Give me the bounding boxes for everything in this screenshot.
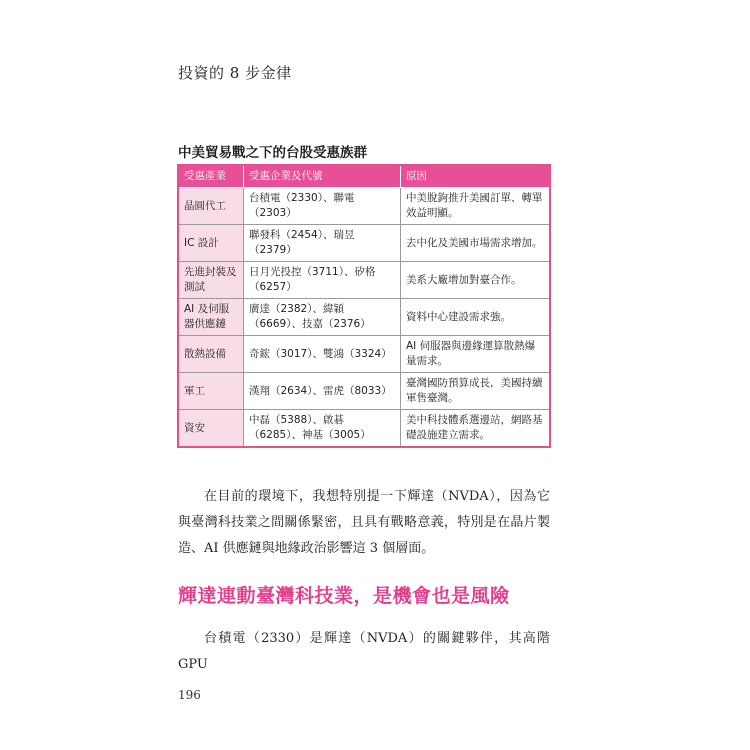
- beneficiary-table: [177, 164, 551, 448]
- reason-cell: 美系大廠增加對臺合作。: [401, 262, 551, 299]
- table-row: [178, 373, 550, 410]
- reason-cell: 美中科技體系選邊站，網路基礎設施建立需求。: [401, 410, 551, 448]
- table-row: [178, 188, 550, 225]
- page-number: 196: [178, 688, 201, 702]
- industry-cell: 先進封裝及測試: [178, 262, 244, 299]
- table-row: [178, 225, 550, 262]
- body-paragraph-tsmc: 台積電（2330）是輝達（NVDA）的關鍵夥伴，其高階 GPU: [178, 631, 550, 672]
- industry-cell: 資安: [178, 410, 244, 448]
- header-companies: 受惠企業及代號: [244, 165, 401, 188]
- section-heading: 輝達連動臺灣科技業，是機會也是風險: [178, 585, 510, 607]
- industry-cell: 軍工: [178, 373, 244, 410]
- reason-cell: AI 伺服器與邊緣運算散熱爆量需求。: [401, 336, 551, 373]
- reason-cell: 中美脫鉤推升美國訂單、轉單效益明顯。: [401, 188, 551, 225]
- industry-cell: 散熱設備: [178, 336, 244, 373]
- table-row: [178, 336, 550, 373]
- table-header-row: [178, 165, 550, 188]
- industry-cell: IC 設計: [178, 225, 244, 262]
- companies-cell: 奇鋐（3017）、雙鴻（3324）: [244, 336, 401, 373]
- companies-cell: 日月光投控（3711）、矽格（6257）: [244, 262, 401, 299]
- reason-cell: 去中化及美國市場需求增加。: [401, 225, 551, 262]
- table-title: 中美貿易戰之下的台股受惠族群: [178, 145, 367, 161]
- companies-cell: 廣達（2382）、緯穎（6669）、技嘉（2376）: [244, 299, 401, 336]
- industry-cell: AI 及伺服器供應鏈: [178, 299, 244, 336]
- header-reason: 原因: [401, 165, 551, 188]
- header-industry: 受惠產業: [178, 165, 244, 188]
- reason-cell: 資料中心建設需求強。: [401, 299, 551, 336]
- table-row: [178, 299, 550, 336]
- reason-cell: 臺灣國防預算成長，美國持續軍售臺灣。: [401, 373, 551, 410]
- companies-cell: 中磊（5388）、啟碁（6285）、神基（3005）: [244, 410, 401, 448]
- body-paragraph-nvda: 在目前的環境下，我想特別提一下輝達（NVDA），因為它與臺灣科技業之間關係緊密，且具有戰略意義，特別是在晶片製造、AI 供應鏈與地緣政治影響這 3 個層面。: [178, 489, 550, 556]
- running-head: 投資的 8 步金律: [178, 64, 292, 82]
- table-row: [178, 262, 550, 299]
- table-row: [178, 410, 550, 448]
- companies-cell: 台積電（2330）、聯電（2303）: [244, 188, 401, 225]
- companies-cell: 聯發科（2454）、瑞昱（2379）: [244, 225, 401, 262]
- companies-cell: 漢翔（2634）、雷虎（8033）: [244, 373, 401, 410]
- industry-cell: 晶圓代工: [178, 188, 244, 225]
